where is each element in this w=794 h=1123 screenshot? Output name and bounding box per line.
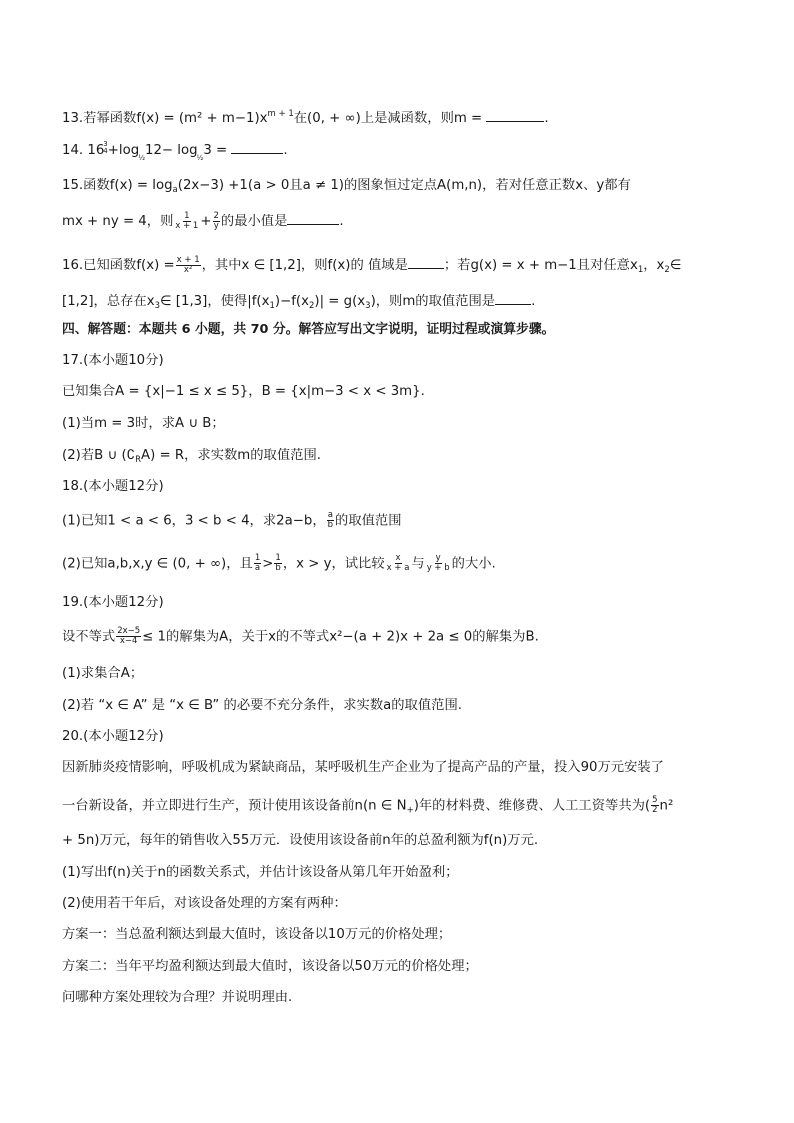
q18-part-2: (2)已知a,b,x,y ∈ (0, + ∞)，且 $\frac{1}{a}$ > $\frac{1}{b}$ ，x > y，试比较 $\frac{x}{x + a}$ 与 $\frac{y}{y + b}$ 的大小. <box>62 553 496 573</box>
q14-log2-base: ½ <box>196 154 204 162</box>
q20-line-2: 一台新设备，并立即进行生产，预计使用该设备前n(n ∈ $N_+$)年的材料费、维修费、人工工资等共为( $\frac{5}{2}$ n² <box>62 795 674 816</box>
q19-heading: 19.(本小题12分) <box>62 595 164 610</box>
q19-part-1: (1)求集合A； <box>62 666 144 681</box>
section-4-heading: 四、解答题：本题共 6 小题，共 70 分。解答应写出文字说明，证明过程或演算步骤。 <box>62 322 555 337</box>
question-14: 14. 16 3 4 +log ½ 12− log ½ 3 = . <box>62 140 288 162</box>
q14-exponent: 3 4 <box>103 140 108 155</box>
q20-question: 问哪种方案处理较为合理？并说明理由. <box>62 990 293 1005</box>
question-15-line-2: mx + ny = 4，则 $\frac{1}{x + 1}$ + $\frac{2}{y}$ 的最小值是 . <box>62 210 344 231</box>
q20-line-3: + 5n)万元，每年的销售收入55万元．设使用该设备前n年的总盈利额为f(n)万元. <box>62 833 539 848</box>
q20-heading: 20.(本小题12分) <box>62 729 164 744</box>
q14-answer-blank[interactable] <box>231 139 283 154</box>
q20-option-2: 方案二：当年平均盈利额达到最大值时，该设备以50万元的价格处理； <box>62 959 478 974</box>
q17-part-1: (1)当m = 3时，求A ∪ B； <box>62 416 225 431</box>
q19-part-2: (2)若 “x ∈ A” 是 “x ∈ B” 的必要不充分条件，求实数a的取值范围. <box>62 698 462 713</box>
q18-part-1: (1)已知1 < a < 6，3 < b < 4，求2a−b， $\frac{a}{b}$ 的取值范围 <box>62 510 402 530</box>
q13-answer-blank[interactable] <box>486 107 544 122</box>
q13-text: 在(0, + ∞)上是减函数，则m = <box>293 111 487 126</box>
q20-part-1: (1)写出f(n)关于n的函数关系式，并估计该设备从第几年开始盈利； <box>62 865 459 880</box>
q15-answer-blank[interactable] <box>287 210 339 225</box>
q17-part-2: (2)若B ∪ $(∁_RA) = R$，求实数m的取值范围. <box>62 448 321 465</box>
question-13: 13.若幂函数$f(x) = (m^2 + m-1)x^{m + 1}$在(0, + ∞)上是减函数，则m = . <box>62 109 549 126</box>
question-16-line-1: 16.已知函数f(x) = $\frac{x + 1}{\text{x²}}$ ，其中x ∈ [1,2]，则f(x)的 值域是 ；若g(x) = x + m−1且对任意$x_1$，$x_2\in$ <box>62 254 682 275</box>
q16-fraction: $\frac{x + 1}{\text{x²}}$ <box>176 254 200 275</box>
q20-option-1: 方案一：当总盈利额达到最大值时，该设备以10万元的价格处理； <box>62 927 452 942</box>
q14-log1-base: ½ <box>138 154 145 162</box>
q15-fraction-1: $\frac{1}{x + 1}$ <box>175 210 199 231</box>
q13-expression: f(x) = (m² + m−1)x <box>136 111 268 126</box>
q13-exponent: m + 1 <box>267 109 294 119</box>
q20-line-1: 因新肺炎疫情影响，呼吸机成为紧缺商品，某呼吸机生产企业为了提高产品的产量，投入90万元安装了 <box>62 760 664 775</box>
q13-prefix: 13.若幂函数 <box>62 111 137 126</box>
q14-base: 16 <box>87 143 105 158</box>
question-16-line-2: [1,2]，总存在$x_3\in$ [1,3]，使得$|f(x_1)-f(x_2)| = g(x_3)$，则m的取值范围是 . <box>62 290 535 316</box>
q17-heading: 17.(本小题10分) <box>62 353 164 368</box>
question-15-line-1: 15.函数$f(x) = \log_a(2x-3) +1(a > 0$且a ≠ 1)的图象恒过定点A(m,n)，若对任意正数x、y都有 <box>62 178 631 195</box>
q20-part-2: (2)使用若干年后，对该设备处理的方案有两种： <box>62 896 347 911</box>
q17-line-1: 已知集合A = {x|−1 ≤ x ≤ 5}，B = {x|m−3 < x < 3m}. <box>62 384 425 399</box>
q16-m-range-blank[interactable] <box>495 290 531 305</box>
q19-line-1: 设不等式 $\frac{2x-5}{x-4}$ ≤ 1的解集为A，关于x的不等式x²−(a + 2)x + 2a ≤ 0的解集为B. <box>62 626 539 646</box>
q18-heading: 18.(本小题12分) <box>62 479 164 494</box>
q15-fraction-2: $\frac{2}{y}$ <box>213 210 219 231</box>
q16-range-blank[interactable] <box>408 254 444 269</box>
